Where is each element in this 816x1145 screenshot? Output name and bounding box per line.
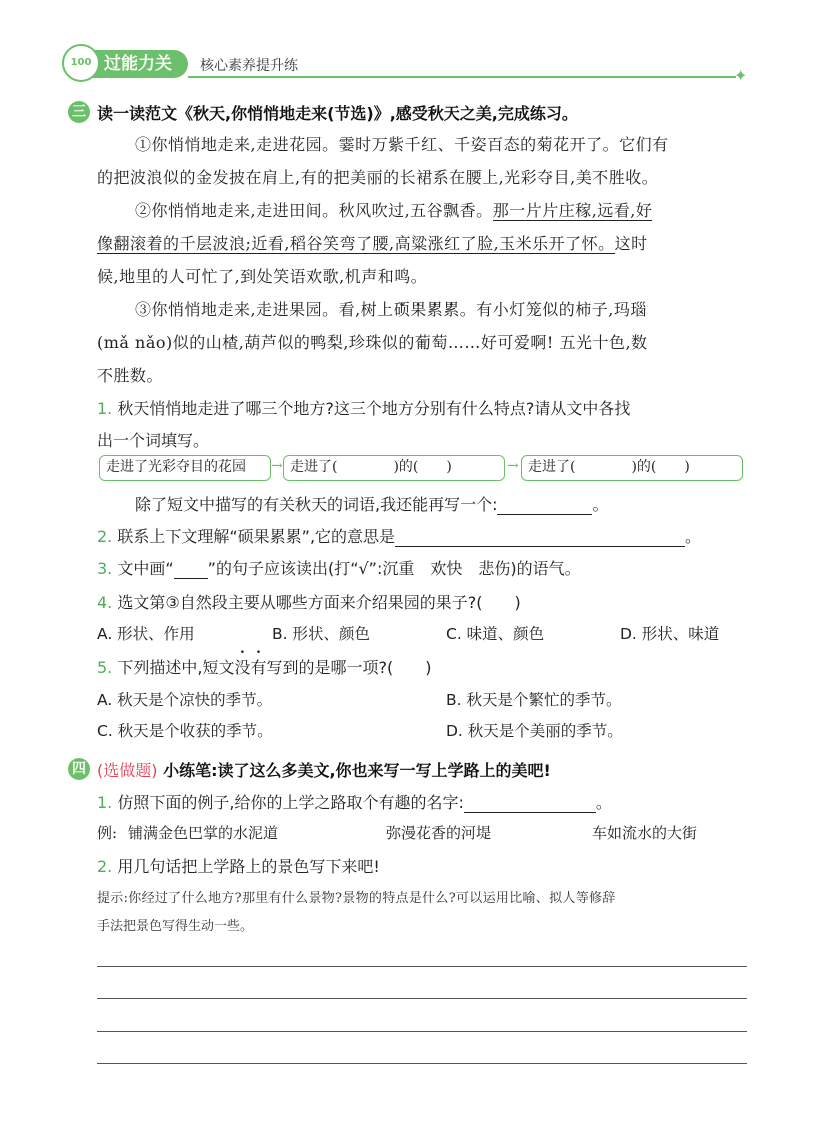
hint-line: 手法把景色写得生动一些。 (97, 919, 254, 934)
dotted-word: 硕 • (394, 300, 411, 319)
optional-tag: (选做题) (97, 761, 158, 780)
passage-line: ①你悄悄地走来,走进花园。霎时万紫千红、千姿百态的菊花开了。它们有 (135, 135, 669, 154)
underlined-sentence: 像翻滚着的千层波浪;近看,稻谷笑弯了腰,高粱涨红了脸,玉米乐开了怀。 (97, 234, 615, 253)
section-number-badge: 四 (68, 758, 90, 780)
question-4: 4. 选文第③自然段主要从哪些方面来介绍果园的果子?( ) (97, 593, 521, 612)
dotted-word: 有 (250, 658, 267, 677)
header-subtitle: 核心素养提升练 (200, 58, 298, 74)
passage-line: 不胜数。 (97, 366, 164, 385)
option-c[interactable]: C. 秋天是个收获的季节。 (97, 722, 273, 740)
option-b[interactable]: B. 形状、颜色 (272, 625, 370, 643)
dotted-word: 累 • (443, 300, 460, 319)
writing-question-1: 1. 仿照下面的例子,给你的上学之路取个有趣的名字: 。 (97, 793, 612, 812)
flow-box-1: 走进了光彩夺目的花园 (99, 455, 271, 481)
underlined-sentence: 那一片片庄稼,远看,好 (492, 201, 653, 220)
header-badge: 过能力关 (68, 50, 188, 78)
answer-blank[interactable] (464, 796, 596, 813)
arrow-right-icon: → (271, 458, 283, 474)
flow-box-3[interactable]: 走进了( )的( ) (521, 455, 743, 481)
question-2: 2. 联系上下文理解“硕果累累”,它的意思是 。 (97, 527, 702, 546)
passage-line: 像翻滚着的千层波浪;近看,稻谷笑弯了腰,高粱涨红了脸,玉米乐开了怀。这时 (97, 234, 648, 253)
question-3: 3. 文中画“ ”的句子应该读出(打“√”:沉重 欢快 悲伤)的语气。 (97, 559, 581, 578)
question-5: 5. 下列描述中,短文没有写到的是哪一项?( ) (97, 658, 432, 677)
section-number-badge: 三 (68, 101, 90, 123)
example-name: 铺满金色巴掌的水泥道 (128, 824, 279, 842)
passage-line: ②你悄悄地走来,走进田间。秋风吹过,五谷飘香。那一片片庄稼,远看,好 (135, 201, 653, 220)
mascot-logo-icon: 100 (62, 44, 100, 82)
option-c[interactable]: C. 味道、颜色 (446, 625, 545, 643)
writing-line[interactable] (97, 1063, 747, 1064)
arrow-right-icon: → (507, 458, 519, 474)
option-a[interactable]: A. 秋天是个凉快的季节。 (97, 691, 273, 709)
question-1-cont: 出一个词填写。 (97, 431, 210, 450)
passage-line: ③你悄悄地走来,走进果园。看,树上硕 •果 •累 •累 •。有小灯笼似的柿子,玛瑙 (135, 293, 647, 326)
answer-blank[interactable] (395, 530, 685, 547)
passage-line: 的把波浪似的金发披在肩上,有的把美丽的长裙系在腰上,光彩夺目,美不胜收。 (97, 168, 659, 187)
section-title: 读一读范文《秋天,你悄悄地走来(节选)》,感受秋天之美,完成练习。 (97, 104, 578, 123)
example-name: 车如流水的大街 (592, 824, 698, 842)
hint-line: 提示:你经过了什么地方?那里有什么景物?景物的特点是什么?可以运用比喻、拟人等修辞 (97, 891, 616, 906)
passage-line: 候,地里的人可忙了,到处笑语欢歌,机声和鸣。 (97, 267, 428, 286)
header-divider (188, 76, 736, 78)
underline-sample (174, 562, 208, 579)
dotted-word: 累 • (427, 300, 444, 319)
writing-line[interactable] (97, 1031, 747, 1032)
option-a[interactable]: A. 形状、作用 (97, 625, 195, 643)
writing-line[interactable] (97, 998, 747, 999)
dotted-word: 果 • (410, 300, 427, 319)
dotted-word: 没 (234, 658, 251, 677)
example-label: 例: (97, 824, 118, 842)
answer-blank[interactable] (497, 498, 592, 515)
question-1: 1. 秋天悄悄地走进了哪三个地方?这三个地方分别有什么特点?请从文中各找 (97, 399, 631, 418)
writing-line[interactable] (97, 966, 747, 967)
writing-question-2: 2. 用几句话把上学路上的景色写下来吧! (97, 857, 380, 876)
question-1-extra: 除了短文中描写的有关秋天的词语,我还能再写一个: 。 (135, 495, 609, 514)
passage-line: (mǎ nǎo)似的山楂,葫芦似的鸭梨,珍珠似的葡萄……好可爱啊! 五光十色,数 (97, 333, 648, 352)
example-name: 弥漫花香的河堤 (386, 824, 492, 842)
option-d[interactable]: D. 秋天是个美丽的季节。 (446, 722, 623, 740)
option-b[interactable]: B. 秋天是个繁忙的季节。 (446, 691, 622, 709)
section-title: (选做题) 小练笔:读了这么多美文,你也来写一写上学路上的美吧! (97, 761, 551, 780)
star-icon: ✦ (734, 66, 748, 85)
flow-box-2[interactable]: 走进了( )的( ) (283, 455, 505, 481)
option-d[interactable]: D. 形状、味道 (620, 625, 720, 643)
